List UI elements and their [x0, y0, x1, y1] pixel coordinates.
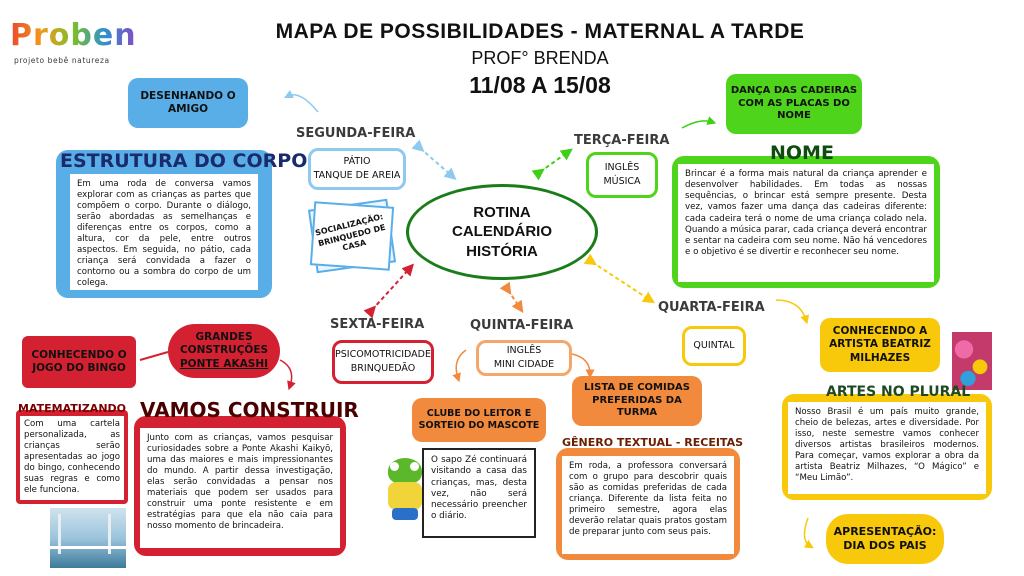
wednesday-places [682, 326, 746, 366]
friday-bingo: CONHECENDO O JOGO DO BINGO [22, 336, 136, 388]
logo-tagline: projeto bebê natureza [14, 56, 110, 65]
logo [10, 18, 137, 53]
center-line-1: ROTINA [473, 203, 531, 221]
wednesday-extra: APRESENTAÇÃO: DIA DOS PAIS [826, 514, 944, 564]
teacher-name: PROF° BRENDA [471, 48, 609, 68]
bridge-image [50, 508, 126, 568]
thursday-label: QUINTA-FEIRA [470, 318, 574, 333]
monday-place-1: PÁTIO [343, 155, 371, 167]
socialization-text: SOCIALIZAÇÃO: BRINQUEDO DE CASA [314, 212, 387, 253]
friday-project-sub: PONTE AKASHI [179, 357, 269, 370]
tuesday-place-2: MÚSICA [603, 176, 641, 187]
center-routine [406, 184, 598, 280]
thursday-club: CLUBE DO LEITOR E SORTEIO DO MASCOTE [412, 398, 546, 442]
page-title: MAPA DE POSSIBILIDADES - MATERNAL A TARDE [275, 20, 805, 43]
wednesday-activity: CONHECENDO A ARTISTA BEATRIZ MILHAZES [820, 318, 940, 372]
friday-text: Junto com as crianças, vamos pesquisar curiosidades sobre a Ponte Akashi Kaikyō, uma das maiores e mais impressionantes do mundo. A partir dessa investigação, elas serão convidadas a pensar nos materiais que podem ser usados para construir uma ponte resistente e em estratégias para que ela não caia para nosso momento de brincadeira. [140, 428, 340, 548]
wednesday-place-1: QUINTAL [693, 339, 735, 351]
friday-places [332, 340, 434, 384]
friday-place-2: BRINQUEDÃO [350, 363, 416, 374]
tuesday-place-1: INGLÊS [604, 161, 640, 173]
monday-place-2: TANQUE DE AREIA [313, 170, 401, 181]
thursday-place-2: MINI CIDADE [493, 359, 555, 370]
friday-project-title: GRANDES CONSTRUÇÕES [179, 331, 269, 357]
tuesday-text: Brincar é a forma mais natural da criança aprender e desenvolver habilidades. Em todas as nossas sequências, o brincar está sempre presente. Desta vez, vamos fazer uma dança das cadeiras diferente: cada cadeira terá o nome de uma criança colado nela. Quando a música parar, cada criança deverá encontrar e sentar na cadeira com seu nome. Não há vencedores e o objetivo é se divertir e reconhecer seu nome. [678, 164, 934, 282]
thursday-text: Em roda, a professora conversará com o grupo para descobrir quais são as comidas preferidas de cada criança. Diferente da lista feita no primeiro semestre, agora elas deverão relatar quais pratos gostam de preparar junto com seus pais. [562, 456, 734, 554]
friday-theme: VAMOS CONSTRUIR [140, 398, 359, 422]
thursday-places [476, 340, 572, 376]
friday-label: SEXTA-FEIRA [330, 317, 425, 332]
date-range: 11/08 A 15/08 [469, 72, 611, 98]
monday-places [308, 148, 406, 190]
monday-activity: DESENHANDO O AMIGO [128, 78, 248, 128]
artwork-image [952, 332, 992, 390]
tuesday-label: TERÇA-FEIRA [574, 133, 670, 148]
friday-project [168, 324, 280, 378]
center-line-2: CALENDÁRIO [452, 223, 552, 241]
thursday-activity: LISTA DE COMIDAS PREFERIDAS DA TURMA [572, 376, 702, 426]
tuesday-activity: DANÇA DAS CADEIRAS COM AS PLACAS DO NOME [726, 74, 862, 134]
logo-text: Proben [10, 18, 137, 53]
friday-bingo-theme: MATEMATIZANDO [18, 402, 127, 415]
monday-text: Em uma roda de conversa vamos explorar com as crianças as partes que compõem o corpo. Durante o diálogo, serão abordadas as semelhanças e diferenças entre os corpos, como a altura, cor da pele, entre outros aspectos. Em seguida, no pátio, cada criança será convidada a fazer o contorno ou a sombra do corpo de um colega. [70, 174, 258, 290]
wednesday-text: Nosso Brasil é um país muito grande, cheio de belezas, artes e diversidade. Por isso, neste semestre vamos conhecer diversos artistas brasileiros modernos. Para começar, vamos explorar a obra da artista Beatriz Milhazes, “O Mágico” e “Meu Limão”. [788, 402, 986, 494]
monday-label: SEGUNDA-FEIRA [296, 126, 416, 141]
wednesday-label: QUARTA-FEIRA [658, 300, 765, 315]
thursday-theme: GÊNERO TEXTUAL - RECEITAS [562, 436, 744, 449]
friday-bingo-text: Com uma cartela personalizada, as crianças serão apresentadas ao jogo do bingo, conhecendo suas regras e como ele funciona. [20, 416, 124, 500]
socialization-card [312, 204, 392, 268]
thursday-club-text: O sapo Zé continuará visitando a casa das crianças, mas, desta vez, não será necessário preencher o diário. [422, 448, 536, 538]
friday-place-1: PSICOMOTRICIDADE [335, 348, 431, 360]
tuesday-places [586, 152, 658, 198]
center-line-3: HISTÓRIA [466, 242, 538, 260]
tuesday-theme: NOME [770, 142, 834, 164]
wednesday-theme: ARTES NO PLURAL [826, 384, 971, 400]
monday-theme: ESTRUTURA DO CORPO [60, 150, 308, 172]
thursday-place-1: INGLÊS [506, 344, 542, 356]
